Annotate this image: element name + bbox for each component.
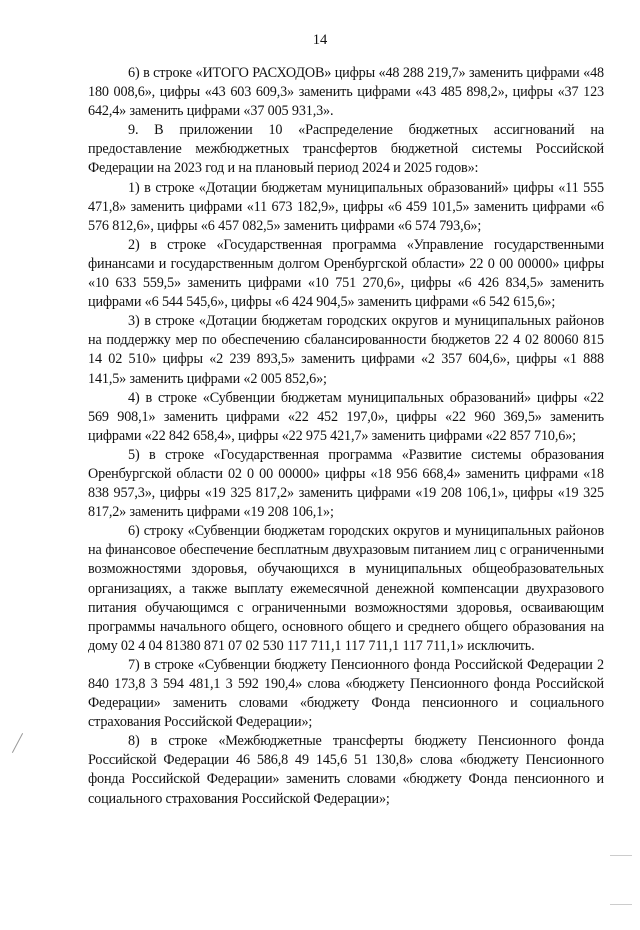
paragraph-item-8: 8) в строке «Межбюджетные трансферты бюджету Пенсионного фонда Российской Федерации 46 586,8 49 145,6 51 130,8» слова «бюджету Пенсионного фонда Российской Федерации» заменить словами «бюджету Фонда пенсионного и социального страхования Российской Федерации»; [88, 733, 604, 807]
paragraph-item-7: 7) в строке «Субвенции бюджету Пенсионного фонда Российской Федерации 2 840 173,8 3 594 481,1 3 592 190,4» слова «бюджету Пенсионного фонда Российской Федерации» заменить словами «бюджету Фонда пенсионного и социального страхования Российской Федерации»; [88, 656, 604, 731]
paragraph-item-1: 1) в строке «Дотации бюджетам муниципальных образований» цифры «11 555 471,8» заменить цифрами «11 673 182,9», цифры «6 459 101,5» заменить цифрами «6 576 812,6», цифры «6 457 082,5» заменить цифрами «6 574 793,6»; [88, 179, 604, 234]
document-body [88, 64, 604, 809]
paragraph-item-6: 6) строку «Субвенции бюджетам городских округов и муниципальных районов на финансовое обеспечение бесплатным двухразовым питанием лиц с ограниченными возможностями здоровья, обучающихся в муниципальных общеобразовательных организациях, а также выплату ежемесячной денежной компенсации двухразового питания обучающимся с ограниченными возможностями здоровья, осваивающим программы начального общего, основного общего и среднего общего образования на дому 02 4 04 81380 871 07 02 530 117 711,1 117 711,1 117 711,1» исключить. [88, 523, 604, 654]
paragraph-item-5: 5) в строке «Государственная программа «Развитие системы образования Оренбургской области 02 0 00 00000» цифры «18 956 668,4» заменить цифрами «18 838 957,3», цифры «19 325 817,2» заменить цифрами «19 208 106,1», цифры «19 325 817,2» заменить цифрами «19 208 106,1»; [88, 446, 604, 521]
paragraph-item-2: 2) в строке «Государственная программа «Управление государственными финансами и государственным долгом Оренбургской области» 22 0 00 00000» цифры «10 633 559,5» заменить цифрами «10 751 270,6», цифры «6 426 834,5» заменить цифрами «6 544 545,6», цифры «6 424 904,5» заменить цифрами «6 542 615,6»; [88, 236, 604, 311]
scan-edge-mark [610, 855, 632, 856]
paragraph-item-3: 3) в строке «Дотации бюджетам городских округов и муниципальных районов на поддержку мер по обеспечению сбалансированности бюджетов 22 4 02 80060 815 14 02 510» цифры «2 239 893,5» заменить цифрами «2 357 604,6», цифры «1 888 141,5» заменить цифрами «2 005 852,6»; [88, 313, 604, 387]
page-number: 14 [312, 32, 328, 48]
scan-edge-mark [610, 904, 632, 905]
margin-pen-mark [12, 733, 23, 753]
paragraph-itogo-rashodov: 6) в строке «ИТОГО РАСХОДОВ» цифры «48 288 219,7» заменить цифрами «48 180 008,6», цифры «43 603 609,3» заменить цифрами «43 485 898,2», цифры «37 123 642,4» заменить цифрами «37 005 931,3». [88, 65, 604, 120]
paragraph-item-4: 4) в строке «Субвенции бюджетам муниципальных образований» цифры «22 569 908,1» заменить цифрами «22 452 197,0», цифры «22 960 369,5» заменить цифрами «22 842 658,4», цифры «22 975 421,7» заменить цифрами «22 857 710,6»; [88, 389, 604, 444]
paragraph-appendix-10: 9. В приложении 10 «Распределение бюджетных ассигнований на предоставление межбюджетных трансфертов бюджетной системы Российской Федерации на 2023 год и на плановый период 2024 и 2025 годов»: [88, 122, 604, 177]
